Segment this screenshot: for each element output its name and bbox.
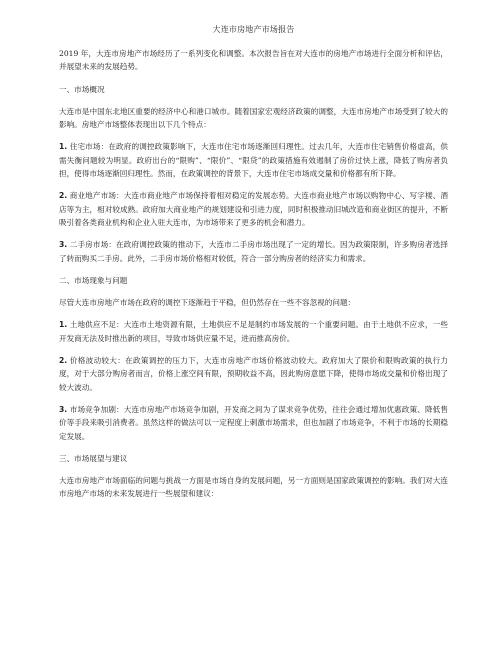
- section-heading: 二、市场现象与问题: [59, 275, 128, 285]
- paragraph-number: 3.: [59, 404, 68, 414]
- paragraph-text: 土地供应不足：大连市土地资源有限，土地供应不足是制约市场发展的一个重要问题。由于土地供不应求，一些开发商无法及时推出新的项目，导致市场供应量不足，进而推高房价。: [59, 320, 448, 343]
- section-paragraph: [59, 105, 448, 132]
- section-paragraph: [59, 140, 448, 180]
- section-paragraph: [59, 296, 448, 309]
- paragraph-number: 1.: [59, 320, 68, 330]
- section-paragraph: [59, 403, 448, 443]
- section-heading: 三、市场展望与建议: [59, 453, 128, 463]
- paragraph-text: 住宅市场：在政府的调控政策影响下，大连市住宅市场逐渐回归理性。过去几年，大连市住宅销售价格虚高，供需失衡问题较为明显。政府出台的“限购”、“限价”、“限贷”的政策措施有效遏制了房价过快上涨，降低了购房者负担，使得市场逐渐回归理性。然而，在政策调控的背景下，大连市住宅市场成交量和价格都有所下降。: [59, 142, 448, 179]
- paragraph-text: 二手房市场：在政府调控政策的推动下，大连市二手房市场出现了一定的增长。因为政策限制，许多购房者选择了转而购买二手房。此外，二手房市场价格相对较低，符合一部分购房者的经济实力和需求。: [59, 240, 448, 263]
- paragraph-number: 3.: [59, 240, 68, 250]
- paragraph-text: 尽管大连市房地产市场在政府的调控下逐渐趋于平稳，但仍然存在一些不容忽视的问题：: [59, 298, 356, 308]
- document-sections: [59, 83, 448, 501]
- section-paragraph: [59, 238, 448, 265]
- section-paragraph: [59, 474, 448, 501]
- section-paragraph: [59, 354, 448, 394]
- paragraph-text: 商业地产市场：大连市商业地产市场保持着相对稳定的发展态势。大连市商业地产市场以购物中心、写字楼、酒店等为主，相对较成熟。政府加大商业地产的规划建设和引进力度，同时积极推动旧城改造和商业街区的提升，不断吸引着各类商业机构和企业入驻大连市，为市场带来了更多的机会和潜力。: [59, 191, 448, 227]
- section-heading: 一、市场概况: [59, 84, 105, 94]
- paragraph-number: 1.: [59, 142, 68, 152]
- paragraph-text: 价格波动较大：在政策调控的压力下，大连市房地产市场价格波动较大。政府加大了限价和限购政策的执行力度，对于大部分购房者而言，价格上涨空间有限，预期收益不高，因此购房意愿下降，使得市场成交量和价格出现了较大波动。: [59, 356, 449, 392]
- paragraph-number: 2.: [59, 356, 68, 366]
- paragraph-text: 大连市房地产市场面临的问题与挑战一方面是市场自身的发展问题，另一方面则是国家政策调控的影响。我们对大连市房地产市场的未来发展进行一些展望和建议：: [59, 476, 448, 499]
- intro-paragraph: 2019 年，大连市房地产市场经历了一系列变化和调整。本次报告旨在对大连市的房地产市场进行全面分析和评估，并展望未来的发展趋势。: [59, 49, 448, 72]
- paragraph-text: 市场竞争加剧：大连市房地产市场竞争加剧，开发商之间为了谋求竞争优势，往往会通过增加优惠政策、降低售价等手段来吸引消费者。虽然这样的做法可以一定程度上刺激市场需求，但也加剧了市场竞争，不利于市场的长期稳定发展。: [59, 404, 448, 441]
- paragraph-text: 大连市是中国东北地区重要的经济中心和港口城市。随着国家宏观经济政策的调整，大连市房地产市场受到了较大的影响。房地产市场整体表现出以下几个特点：: [59, 106, 448, 130]
- section-paragraph: [59, 318, 448, 345]
- section-paragraph: [59, 189, 448, 229]
- paragraph-number: 2.: [59, 191, 68, 201]
- document-title: 大连市房地产市场报告: [212, 25, 295, 34]
